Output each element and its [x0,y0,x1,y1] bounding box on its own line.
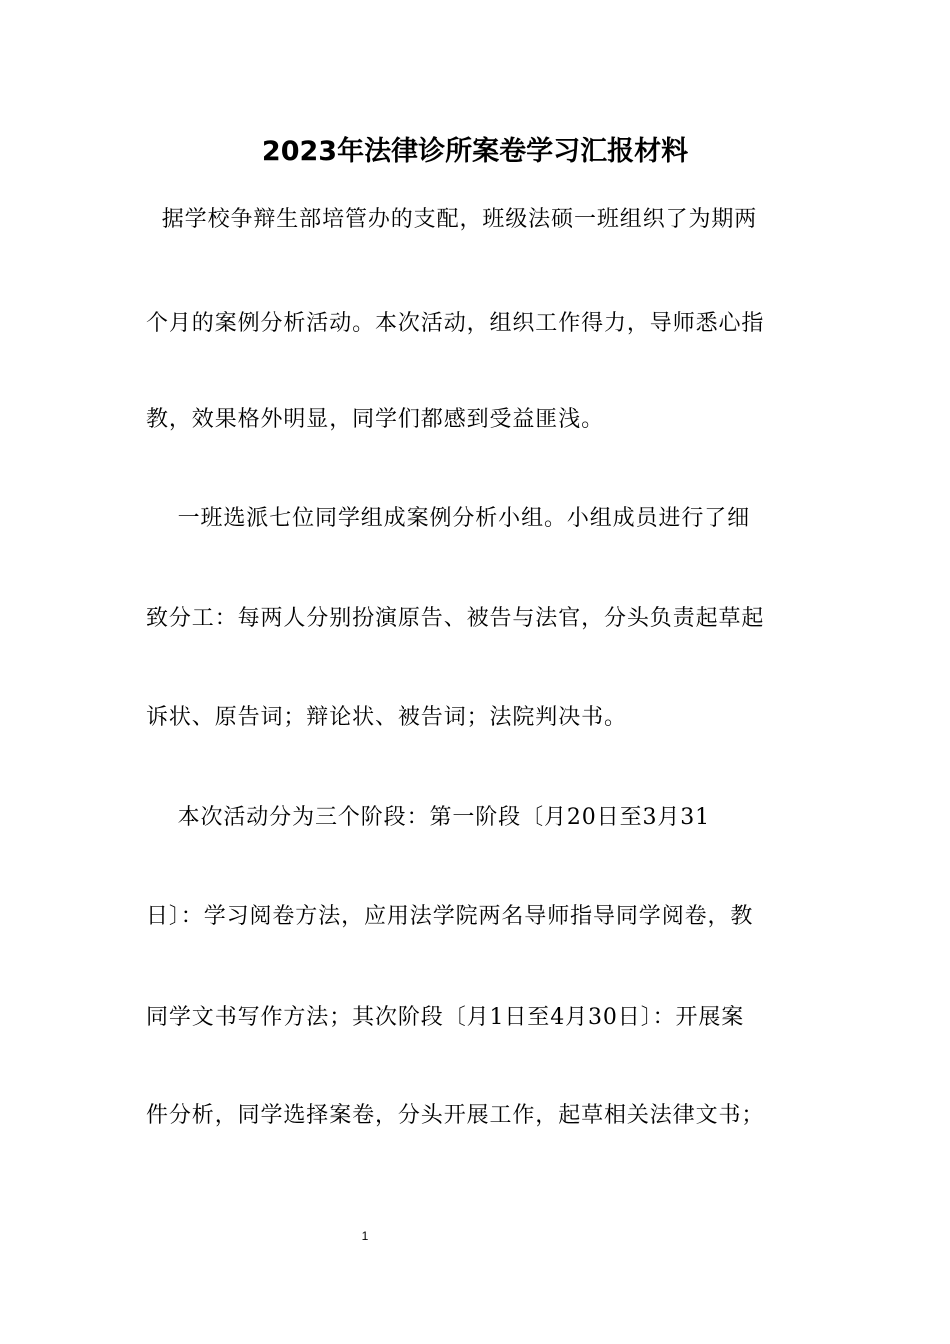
paragraph-line: 同学文书写作方法；其次阶段〔月1日至4月30日〕：开展案 [146,1005,745,1030]
paragraph-line: 致分工：每两人分别扮演原告、被告与法官，分头负责起草起 [146,606,765,631]
paragraph-line: 据学校争辩生部培管办的支配，班级法硕一班组织了为期两 [146,207,758,232]
paragraph-line: 教，效果格外明显，同学们都感到受益匪浅。 [146,407,605,432]
paragraph-line: 日〕：学习阅卷方法，应用法学院两名导师指导同学阅卷，教 [146,904,754,929]
page-number: 1 [361,1229,369,1243]
paragraph-line: 一班选派七位同学组成案例分析小组。小组成员进行了细 [146,506,751,531]
paragraph-line: 本次活动分为三个阶段：第一阶段〔月20日至3月31 [146,805,711,830]
paragraph-line: 件分析，同学选择案卷，分头开展工作，起草相关法律文书； [146,1103,765,1128]
paragraph-line: 个月的案例分析活动。本次活动，组织工作得力，导师悉心指 [146,311,765,336]
paragraph-line: 诉状、原告词；辩论状、被告词；法院判决书。 [146,705,627,730]
document-title: 2023年法律诊所案卷学习汇报材料 [261,136,689,167]
